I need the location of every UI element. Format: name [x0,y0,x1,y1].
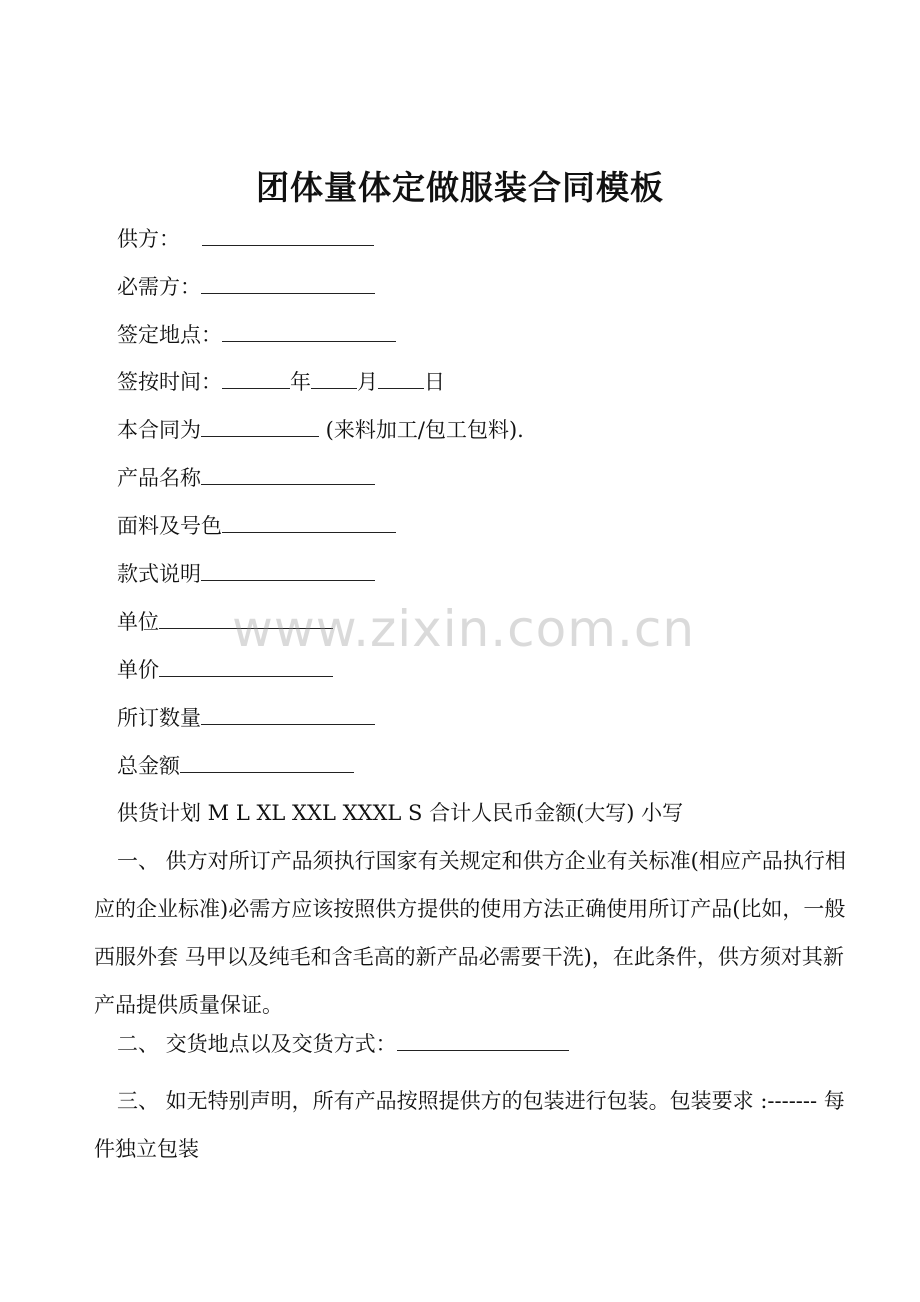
day-label: 日 [424,370,445,394]
document-title: 团体量体定做服装合同模板 [256,168,664,207]
clause-2-blank [397,1028,569,1051]
place-field [117,319,396,350]
style-field [117,558,375,589]
unit-price-field [117,654,333,685]
quantity-blank [201,702,375,725]
contract-type-prefix: 本合同为 [117,418,201,442]
product-name-label: 产品名称 [117,466,201,490]
fabric-field [117,510,396,541]
contract-type-suffix: (来料加工/包工包料). [319,418,524,442]
clause-2 [117,1028,569,1059]
style-blank [201,558,375,581]
supplier-label: 供方： [117,227,180,251]
unit-price-label: 单价 [117,658,159,682]
contract-type-blank [201,414,319,437]
unit-label: 单位 [117,610,159,634]
supplier-blank [202,223,374,246]
unit-field [117,606,333,637]
quantity-field [117,702,375,733]
fabric-blank [222,510,396,533]
watermark: www.zixin.com.cn [232,600,696,658]
product-name-blank [201,462,375,485]
clause-3: 三、 如无特别声明，所有产品按照提供方的包装进行包装。包装要求 :------- 每件独立包装 [94,1089,845,1161]
total-blank [180,750,354,773]
product-name-field [117,462,375,493]
unit-blank [159,606,333,629]
demand-blank [201,271,375,294]
demand-field [117,271,375,302]
contract-type-field [117,414,524,445]
place-blank [222,319,396,342]
time-field [117,366,445,397]
clause-1: 一、 供方对所订产品须执行国家有关规定和供方企业有关标准(相应产品执行相应的企业标准)必需方应该按照供方提供的使用方法正确使用所订产品(比如，一般西服外套 马甲以及纯毛和含毛高的新产品必需要干洗)，在此条件，供方须对其新产品提供质量保证。 [94,849,846,1017]
day-blank [378,366,424,389]
quantity-label: 所订数量 [117,706,201,730]
style-label: 款式说明 [117,562,201,586]
fabric-label: 面料及号色 [117,514,222,538]
place-label: 签定地点： [117,323,222,347]
supply-plan: 供货计划 M L XL XXL XXXL S 合计人民币金额(大写) 小写 [117,801,684,825]
clause-2-label: 二、 交货地点以及交货方式： [117,1032,397,1056]
year-label: 年 [290,370,311,394]
time-label: 签按时间： [117,370,222,394]
total-field [117,750,354,781]
supplier-field [117,223,374,254]
year-blank [222,366,290,389]
total-label: 总金额 [117,754,180,778]
month-label: 月 [357,370,378,394]
demand-label: 必需方： [117,275,201,299]
month-blank [311,366,357,389]
unit-price-blank [159,654,333,677]
